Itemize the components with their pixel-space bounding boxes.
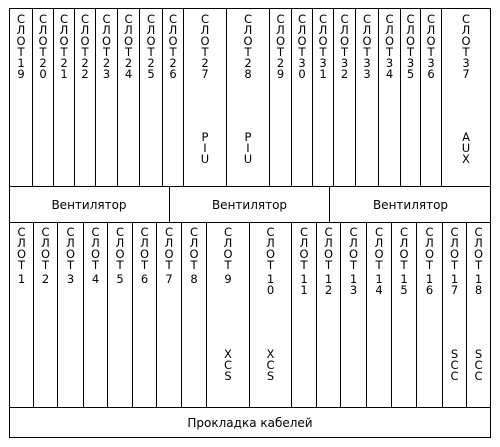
slot-title: С Л О Т <box>16 225 27 272</box>
slot-title: С Л О Т <box>164 225 174 272</box>
slot-title: С Л О Т <box>275 12 286 59</box>
upper-slot-30 <box>292 8 313 186</box>
slot-title: С Л О Т <box>243 12 253 59</box>
slot-number: 1 0 <box>266 271 275 297</box>
slot-number: 2 3 <box>102 55 111 81</box>
slot-number: 3 6 <box>427 55 435 81</box>
slot-number: 3 4 <box>385 55 394 81</box>
slot-number: 3 7 <box>462 55 470 81</box>
lower-slot-3 <box>58 222 84 407</box>
slot-number: 3 1 <box>319 55 327 81</box>
slot-title: С Л О Т <box>265 225 276 272</box>
slot-number: 8 <box>190 271 198 286</box>
slot-number: 1 8 <box>474 271 483 297</box>
slot-title: С Л О Т <box>449 225 460 272</box>
slot-note: S C C <box>474 347 483 383</box>
upper-slot-32 <box>334 8 356 186</box>
slot-title: С Л О Т <box>473 225 484 272</box>
slot-title: С Л О Т <box>299 225 309 272</box>
lower-slot-12 <box>317 222 341 407</box>
upper-slot-23 <box>96 8 118 186</box>
slot-note: P I U <box>200 130 210 166</box>
slot-title: С Л О Т <box>101 12 112 59</box>
slot-title: С Л О Т <box>339 12 350 59</box>
slot-number: 1 5 <box>400 271 408 297</box>
slot-note: S C C <box>450 347 459 383</box>
slot-title: С Л О Т <box>65 225 76 272</box>
slot-number: 3 0 <box>298 55 306 81</box>
lower-slot-1 <box>9 222 34 407</box>
slot-note: A U X <box>461 130 471 166</box>
slot-number: 1 3 <box>349 271 358 297</box>
upper-slot-27 <box>184 8 227 186</box>
slot-title: С Л О Т <box>123 12 134 59</box>
slot-number: 3 3 <box>363 55 371 81</box>
upper-slot-34 <box>379 8 401 186</box>
slot-number: 3 2 <box>340 55 349 81</box>
slot-number: 1 4 <box>375 271 383 297</box>
slot-title: С Л О Т <box>16 12 26 59</box>
upper-slot-21 <box>54 8 75 186</box>
slot-number: 3 5 <box>406 55 415 81</box>
slot-number: 2 <box>41 271 50 286</box>
upper-slot-20 <box>33 8 54 186</box>
slot-title: С Л О Т <box>405 12 416 59</box>
slot-number: 2 0 <box>39 55 47 81</box>
slot-number: 6 <box>140 271 149 286</box>
upper-slot-22 <box>75 8 96 186</box>
slot-number: 2 9 <box>276 55 285 81</box>
slot-title: С Л О Т <box>424 225 435 272</box>
slot-number: 1 7 <box>450 271 459 297</box>
slot-number: 2 7 <box>201 55 209 81</box>
slot-title: С Л О Т <box>399 225 409 272</box>
slot-title: С Л О Т <box>168 12 178 59</box>
slot-title: С Л О Т <box>38 12 48 59</box>
lower-slot-18 <box>467 222 491 407</box>
lower-slot-17 <box>443 222 467 407</box>
slot-number: 2 5 <box>147 55 155 81</box>
slot-title: С Л О Т <box>297 12 307 59</box>
slot-title: С Л О Т <box>139 225 150 272</box>
slot-title: С Л О Т <box>200 12 210 59</box>
slot-title: С Л О Т <box>374 225 384 272</box>
slot-number: 7 <box>165 271 173 286</box>
upper-slot-33 <box>356 8 379 186</box>
lower-slot-5 <box>108 222 133 407</box>
lower-slot-15 <box>392 222 417 407</box>
slot-number: 2 8 <box>244 55 252 81</box>
slot-number: 5 <box>116 271 124 286</box>
slot-title: С Л О Т <box>90 225 101 272</box>
upper-slot-35 <box>401 8 421 186</box>
slot-title: С Л О Т <box>80 12 90 59</box>
lower-slot-11 <box>292 222 317 407</box>
upper-slot-19 <box>9 8 33 186</box>
lower-slot-10 <box>250 222 292 407</box>
slot-number: 3 <box>66 271 75 286</box>
slot-number: 2 6 <box>169 55 177 81</box>
upper-slot-28 <box>227 8 270 186</box>
slot-title: С Л О Т <box>426 12 436 59</box>
slot-title: С Л О Т <box>348 225 359 272</box>
slot-number: 2 1 <box>60 55 68 81</box>
slot-title: С Л О Т <box>318 12 328 59</box>
slot-title: С Л О Т <box>115 225 125 272</box>
fan-unit-2: Вентилятор <box>170 187 330 222</box>
lower-slot-7 <box>157 222 182 407</box>
lower-slot-2 <box>34 222 58 407</box>
upper-slot-37 <box>442 8 491 186</box>
upper-slot-24 <box>118 8 140 186</box>
lower-slot-6 <box>133 222 157 407</box>
fan-unit-3: Вентилятор <box>372 197 449 212</box>
upper-slot-25 <box>140 8 163 186</box>
lower-slot-14 <box>367 222 392 407</box>
cable-tray-label: Прокладка кабелей <box>187 416 313 430</box>
upper-slot-26 <box>163 8 184 186</box>
slot-title: С Л О Т <box>223 225 233 272</box>
upper-slot-29 <box>270 8 292 186</box>
slot-number: 2 2 <box>81 55 89 81</box>
slot-title: С Л О Т <box>323 225 334 272</box>
lower-slot-9 <box>207 222 250 407</box>
slot-title: С Л О Т <box>189 225 199 272</box>
lower-slot-13 <box>341 222 367 407</box>
slot-title: С Л О Т <box>461 12 471 59</box>
slot-note: X C S <box>223 347 233 383</box>
slot-number: 9 <box>224 271 232 286</box>
lower-slot-4 <box>84 222 108 407</box>
lower-slot-8 <box>182 222 207 407</box>
upper-slot-36 <box>421 8 442 186</box>
lower-slot-16 <box>417 222 443 407</box>
slot-number: 1 6 <box>425 271 434 297</box>
fan-unit-1: Вентилятор <box>9 187 170 222</box>
slot-title: С Л О Т <box>384 12 395 59</box>
slot-title: С Л О Т <box>362 12 372 59</box>
slot-note: X C S <box>266 347 275 383</box>
slot-number: 1 1 <box>300 271 308 297</box>
slot-note: P I U <box>243 130 253 166</box>
slot-number: 2 4 <box>124 55 133 81</box>
slot-number: 1 9 <box>17 55 25 81</box>
slot-number: 4 <box>91 271 100 286</box>
slot-number: 1 <box>17 271 26 286</box>
slot-title: С Л О Т <box>59 12 69 59</box>
slot-title: С Л О Т <box>40 225 51 272</box>
upper-slot-31 <box>313 8 334 186</box>
slot-title: С Л О Т <box>146 12 156 59</box>
slot-number: 1 2 <box>324 271 333 297</box>
